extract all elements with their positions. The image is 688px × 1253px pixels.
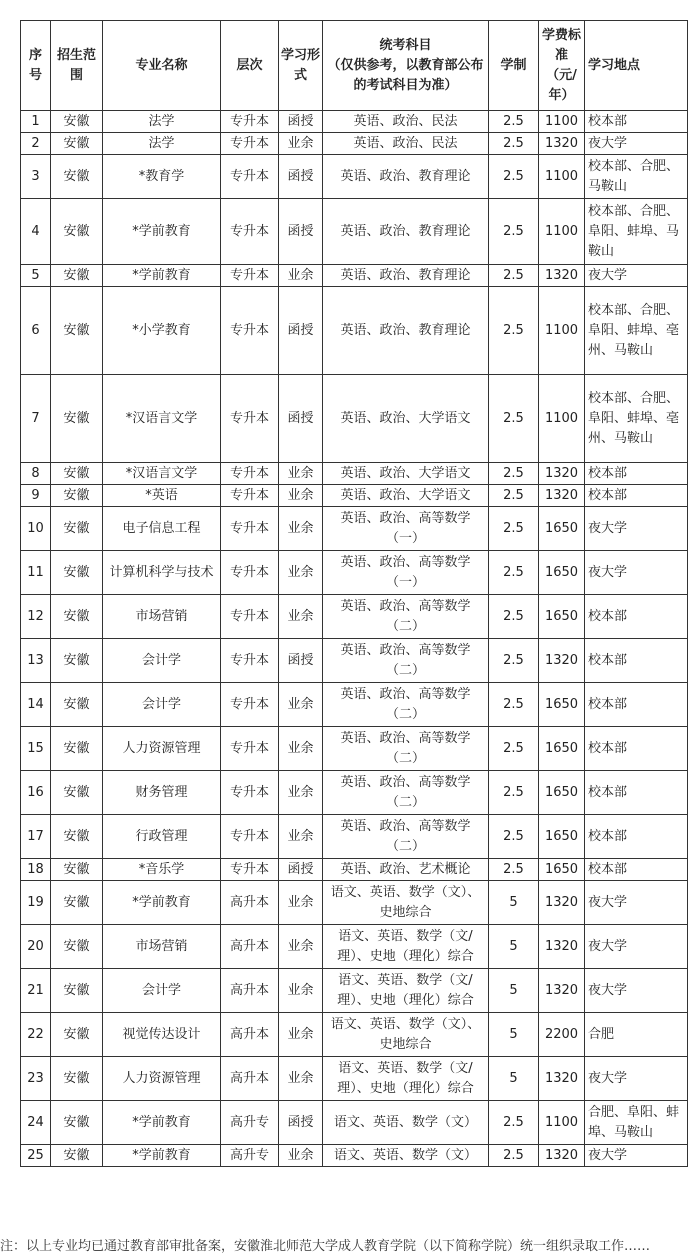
cell-level: 高升本 — [221, 1013, 279, 1057]
cell-level: 专升本 — [221, 155, 279, 199]
cell-no: 4 — [21, 199, 51, 265]
cell-subjects: 英语、政治、教育理论 — [323, 265, 489, 287]
cell-level: 专升本 — [221, 639, 279, 683]
cell-region: 安徽 — [51, 1057, 103, 1101]
cell-location: 校本部 — [585, 815, 688, 859]
cell-no: 16 — [21, 771, 51, 815]
cell-form: 业余 — [279, 881, 323, 925]
cell-subjects: 英语、政治、大学语文 — [323, 375, 489, 463]
cell-level: 专升本 — [221, 199, 279, 265]
cell-region: 安徽 — [51, 375, 103, 463]
cell-fee: 1650 — [539, 815, 585, 859]
table-row — [21, 595, 688, 639]
cell-no: 2 — [21, 133, 51, 155]
cell-form: 业余 — [279, 771, 323, 815]
cell-location: 校本部、合肥、马鞍山 — [585, 155, 688, 199]
cell-years: 2.5 — [489, 595, 539, 639]
cell-subjects: 英语、政治、高等数学（二） — [323, 639, 489, 683]
cell-region: 安徽 — [51, 859, 103, 881]
table-row — [21, 287, 688, 375]
cell-fee: 1650 — [539, 595, 585, 639]
cell-subjects: 英语、政治、大学语文 — [323, 485, 489, 507]
cell-major: *学前教育 — [103, 199, 221, 265]
cell-form: 业余 — [279, 133, 323, 155]
cell-form: 函授 — [279, 111, 323, 133]
cell-no: 12 — [21, 595, 51, 639]
cell-no: 22 — [21, 1013, 51, 1057]
cell-fee: 1650 — [539, 727, 585, 771]
cell-major: 会计学 — [103, 683, 221, 727]
cell-no: 25 — [21, 1145, 51, 1167]
cell-major: *小学教育 — [103, 287, 221, 375]
table-row — [21, 881, 688, 925]
cell-major: 人力资源管理 — [103, 727, 221, 771]
header-subjects: 统考科目 （仅供参考，以教育部公布的考试科目为准） — [323, 21, 489, 111]
cell-form: 业余 — [279, 969, 323, 1013]
table-row — [21, 1101, 688, 1145]
cell-location: 夜大学 — [585, 1057, 688, 1101]
cell-fee: 1320 — [539, 639, 585, 683]
cell-region: 安徽 — [51, 1101, 103, 1145]
cell-level: 专升本 — [221, 287, 279, 375]
cell-location: 夜大学 — [585, 507, 688, 551]
cell-major: 计算机科学与技术 — [103, 551, 221, 595]
cell-years: 2.5 — [489, 265, 539, 287]
cell-region: 安徽 — [51, 727, 103, 771]
cell-level: 专升本 — [221, 463, 279, 485]
cell-level: 专升本 — [221, 375, 279, 463]
cell-region: 安徽 — [51, 881, 103, 925]
cell-major: *汉语言文学 — [103, 463, 221, 485]
cell-region: 安徽 — [51, 925, 103, 969]
cell-region: 安徽 — [51, 551, 103, 595]
cell-region: 安徽 — [51, 969, 103, 1013]
enrollment-table — [20, 20, 688, 1167]
cell-subjects: 英语、政治、高等数学（二） — [323, 595, 489, 639]
cell-level: 专升本 — [221, 265, 279, 287]
cell-location: 夜大学 — [585, 1145, 688, 1167]
cell-location: 夜大学 — [585, 551, 688, 595]
cell-major: *教育学 — [103, 155, 221, 199]
cell-fee: 1100 — [539, 199, 585, 265]
cell-no: 10 — [21, 507, 51, 551]
cell-major: *学前教育 — [103, 1101, 221, 1145]
cell-major: *学前教育 — [103, 1145, 221, 1167]
cell-no: 1 — [21, 111, 51, 133]
cell-location: 校本部 — [585, 771, 688, 815]
cell-major: 法学 — [103, 133, 221, 155]
cell-subjects: 英语、政治、高等数学（二） — [323, 815, 489, 859]
cell-region: 安徽 — [51, 639, 103, 683]
cell-level: 高升专 — [221, 1145, 279, 1167]
cell-form: 业余 — [279, 683, 323, 727]
cell-years: 2.5 — [489, 111, 539, 133]
table-row — [21, 507, 688, 551]
cell-major: 财务管理 — [103, 771, 221, 815]
cell-subjects: 英语、政治、民法 — [323, 111, 489, 133]
cell-major: *汉语言文学 — [103, 375, 221, 463]
cell-subjects: 英语、政治、民法 — [323, 133, 489, 155]
cell-years: 2.5 — [489, 485, 539, 507]
cell-region: 安徽 — [51, 815, 103, 859]
cell-subjects: 英语、政治、艺术概论 — [323, 859, 489, 881]
table-body — [21, 111, 688, 1167]
cell-years: 5 — [489, 881, 539, 925]
cell-no: 18 — [21, 859, 51, 881]
cell-no: 7 — [21, 375, 51, 463]
cell-location: 校本部 — [585, 111, 688, 133]
table-row — [21, 771, 688, 815]
cell-fee: 1650 — [539, 859, 585, 881]
table-row — [21, 925, 688, 969]
cell-region: 安徽 — [51, 199, 103, 265]
cell-years: 2.5 — [489, 683, 539, 727]
cell-level: 高升本 — [221, 1057, 279, 1101]
cell-fee: 1100 — [539, 155, 585, 199]
cell-years: 2.5 — [489, 375, 539, 463]
cell-subjects: 语文、英语、数学（文）、史地综合 — [323, 1013, 489, 1057]
cell-level: 高升专 — [221, 1101, 279, 1145]
table-row — [21, 1057, 688, 1101]
cell-fee: 1100 — [539, 375, 585, 463]
cell-region: 安徽 — [51, 1013, 103, 1057]
header-location: 学习地点 — [585, 21, 688, 111]
cell-form: 业余 — [279, 485, 323, 507]
header-years: 学制 — [489, 21, 539, 111]
cell-fee: 2200 — [539, 1013, 585, 1057]
cell-form: 业余 — [279, 1013, 323, 1057]
cell-major: 电子信息工程 — [103, 507, 221, 551]
cell-no: 9 — [21, 485, 51, 507]
cell-form: 业余 — [279, 595, 323, 639]
header-no: 序号 — [21, 21, 51, 111]
cell-level: 专升本 — [221, 595, 279, 639]
cell-subjects: 英语、政治、教育理论 — [323, 287, 489, 375]
cell-level: 高升本 — [221, 925, 279, 969]
cell-years: 2.5 — [489, 859, 539, 881]
table-row — [21, 265, 688, 287]
cell-years: 2.5 — [489, 155, 539, 199]
cell-region: 安徽 — [51, 507, 103, 551]
cell-subjects: 语文、英语、数学（文） — [323, 1145, 489, 1167]
cell-major: 会计学 — [103, 969, 221, 1013]
cell-location: 校本部 — [585, 485, 688, 507]
cell-location: 校本部、合肥、阜阳、蚌埠、马鞍山 — [585, 199, 688, 265]
cell-years: 2.5 — [489, 639, 539, 683]
cell-no: 11 — [21, 551, 51, 595]
cell-form: 业余 — [279, 1057, 323, 1101]
cell-form: 业余 — [279, 1145, 323, 1167]
cell-form: 业余 — [279, 265, 323, 287]
cell-years: 5 — [489, 1057, 539, 1101]
table-row — [21, 969, 688, 1013]
cell-region: 安徽 — [51, 485, 103, 507]
cell-subjects: 英语、政治、高等数学（二） — [323, 727, 489, 771]
cell-years: 5 — [489, 925, 539, 969]
cell-region: 安徽 — [51, 463, 103, 485]
table-row — [21, 859, 688, 881]
cell-no: 21 — [21, 969, 51, 1013]
cell-form: 函授 — [279, 287, 323, 375]
cell-no: 20 — [21, 925, 51, 969]
cell-subjects: 英语、政治、高等数学（二） — [323, 683, 489, 727]
cell-level: 专升本 — [221, 133, 279, 155]
cell-form: 业余 — [279, 507, 323, 551]
cell-location: 夜大学 — [585, 925, 688, 969]
cell-region: 安徽 — [51, 771, 103, 815]
table-row — [21, 1013, 688, 1057]
cell-fee: 1320 — [539, 133, 585, 155]
cell-major: *学前教育 — [103, 881, 221, 925]
cell-no: 8 — [21, 463, 51, 485]
cell-form: 函授 — [279, 199, 323, 265]
header-form: 学习形式 — [279, 21, 323, 111]
cell-form: 业余 — [279, 815, 323, 859]
cell-location: 合肥、阜阳、蚌埠、马鞍山 — [585, 1101, 688, 1145]
cell-no: 17 — [21, 815, 51, 859]
cell-no: 14 — [21, 683, 51, 727]
cell-subjects: 英语、政治、教育理论 — [323, 199, 489, 265]
cell-subjects: 语文、英语、数学（文/理）、史地（理化）综合 — [323, 925, 489, 969]
cell-region: 安徽 — [51, 133, 103, 155]
cell-location: 校本部 — [585, 727, 688, 771]
cell-location: 校本部、合肥、阜阳、蚌埠、亳州、马鞍山 — [585, 287, 688, 375]
cell-location: 夜大学 — [585, 881, 688, 925]
cell-fee: 1320 — [539, 485, 585, 507]
cell-level: 专升本 — [221, 551, 279, 595]
cell-form: 函授 — [279, 1101, 323, 1145]
table-row — [21, 485, 688, 507]
cell-fee: 1320 — [539, 463, 585, 485]
cell-fee: 1320 — [539, 925, 585, 969]
cell-years: 2.5 — [489, 463, 539, 485]
cell-major: 法学 — [103, 111, 221, 133]
cell-years: 2.5 — [489, 287, 539, 375]
cell-form: 业余 — [279, 463, 323, 485]
cell-major: 人力资源管理 — [103, 1057, 221, 1101]
cell-major: 会计学 — [103, 639, 221, 683]
table-row — [21, 133, 688, 155]
cell-no: 23 — [21, 1057, 51, 1101]
cell-years: 2.5 — [489, 727, 539, 771]
cell-years: 2.5 — [489, 815, 539, 859]
table-row — [21, 375, 688, 463]
cell-years: 2.5 — [489, 551, 539, 595]
cell-years: 5 — [489, 1013, 539, 1057]
table-row — [21, 463, 688, 485]
cell-fee: 1650 — [539, 551, 585, 595]
header-region: 招生范围 — [51, 21, 103, 111]
cell-level: 专升本 — [221, 859, 279, 881]
cell-level: 专升本 — [221, 815, 279, 859]
cell-no: 24 — [21, 1101, 51, 1145]
cell-subjects: 语文、英语、数学（文） — [323, 1101, 489, 1145]
cell-subjects: 语文、英语、数学（文/理）、史地（理化）综合 — [323, 1057, 489, 1101]
cell-years: 2.5 — [489, 133, 539, 155]
cell-fee: 1320 — [539, 881, 585, 925]
cell-form: 函授 — [279, 859, 323, 881]
cell-location: 校本部 — [585, 463, 688, 485]
table-row — [21, 155, 688, 199]
cell-years: 2.5 — [489, 771, 539, 815]
cell-form: 函授 — [279, 639, 323, 683]
cell-region: 安徽 — [51, 155, 103, 199]
cell-location: 夜大学 — [585, 969, 688, 1013]
table-row — [21, 551, 688, 595]
cell-fee: 1100 — [539, 287, 585, 375]
cell-location: 校本部 — [585, 859, 688, 881]
cell-fee: 1650 — [539, 771, 585, 815]
cell-level: 高升本 — [221, 969, 279, 1013]
cell-location: 校本部 — [585, 639, 688, 683]
cell-location: 校本部、合肥、阜阳、蚌埠、亳州、马鞍山 — [585, 375, 688, 463]
cell-fee: 1320 — [539, 1145, 585, 1167]
cell-level: 专升本 — [221, 771, 279, 815]
cell-major: 视觉传达设计 — [103, 1013, 221, 1057]
cell-level: 高升本 — [221, 881, 279, 925]
cell-location: 合肥 — [585, 1013, 688, 1057]
cell-years: 2.5 — [489, 1145, 539, 1167]
table-header-row — [21, 21, 688, 111]
cell-region: 安徽 — [51, 111, 103, 133]
cell-subjects: 英语、政治、大学语文 — [323, 463, 489, 485]
cell-fee: 1320 — [539, 969, 585, 1013]
cell-form: 业余 — [279, 551, 323, 595]
cell-region: 安徽 — [51, 595, 103, 639]
cell-level: 专升本 — [221, 111, 279, 133]
cell-no: 13 — [21, 639, 51, 683]
cell-major: *音乐学 — [103, 859, 221, 881]
cell-form: 函授 — [279, 375, 323, 463]
header-fee: 学费标准（元/年） — [539, 21, 585, 111]
cell-region: 安徽 — [51, 265, 103, 287]
cell-fee: 1100 — [539, 1101, 585, 1145]
cell-major: 市场营销 — [103, 925, 221, 969]
cell-no: 3 — [21, 155, 51, 199]
cell-location: 校本部 — [585, 595, 688, 639]
table-row — [21, 1145, 688, 1167]
cell-major: *学前教育 — [103, 265, 221, 287]
cell-no: 15 — [21, 727, 51, 771]
cell-region: 安徽 — [51, 1145, 103, 1167]
cell-subjects: 英语、政治、高等数学（二） — [323, 771, 489, 815]
cell-major: *英语 — [103, 485, 221, 507]
cell-location: 夜大学 — [585, 265, 688, 287]
cell-subjects: 英语、政治、高等数学（一） — [323, 551, 489, 595]
cell-region: 安徽 — [51, 287, 103, 375]
cell-years: 2.5 — [489, 1101, 539, 1145]
cell-form: 函授 — [279, 155, 323, 199]
header-major: 专业名称 — [103, 21, 221, 111]
cell-subjects: 英语、政治、教育理论 — [323, 155, 489, 199]
cell-no: 19 — [21, 881, 51, 925]
cell-level: 专升本 — [221, 727, 279, 771]
cell-subjects: 语文、英语、数学（文/理）、史地（理化）综合 — [323, 969, 489, 1013]
table-row — [21, 815, 688, 859]
cell-level: 专升本 — [221, 507, 279, 551]
table-row — [21, 639, 688, 683]
cell-level: 专升本 — [221, 485, 279, 507]
table-row — [21, 683, 688, 727]
table-row — [21, 727, 688, 771]
cell-major: 市场营销 — [103, 595, 221, 639]
cell-location: 夜大学 — [585, 133, 688, 155]
table-row — [21, 199, 688, 265]
cell-fee: 1320 — [539, 1057, 585, 1101]
footer-note: 注：以上专业均已通过教育部审批备案，安徽淮北师范大学成人教育学院（以下简称学院）统一组织录取工作…… — [0, 1239, 651, 1253]
cell-fee: 1650 — [539, 507, 585, 551]
cell-fee: 1650 — [539, 683, 585, 727]
cell-years: 2.5 — [489, 507, 539, 551]
cell-fee: 1100 — [539, 111, 585, 133]
table-row — [21, 111, 688, 133]
cell-form: 业余 — [279, 727, 323, 771]
header-level: 层次 — [221, 21, 279, 111]
cell-subjects: 语文、英语、数学（文）、史地综合 — [323, 881, 489, 925]
cell-no: 5 — [21, 265, 51, 287]
cell-location: 校本部 — [585, 683, 688, 727]
cell-form: 业余 — [279, 925, 323, 969]
cell-fee: 1320 — [539, 265, 585, 287]
cell-subjects: 英语、政治、高等数学（一） — [323, 507, 489, 551]
cell-region: 安徽 — [51, 683, 103, 727]
cell-level: 专升本 — [221, 683, 279, 727]
cell-no: 6 — [21, 287, 51, 375]
cell-years: 2.5 — [489, 199, 539, 265]
cell-years: 5 — [489, 969, 539, 1013]
cell-major: 行政管理 — [103, 815, 221, 859]
